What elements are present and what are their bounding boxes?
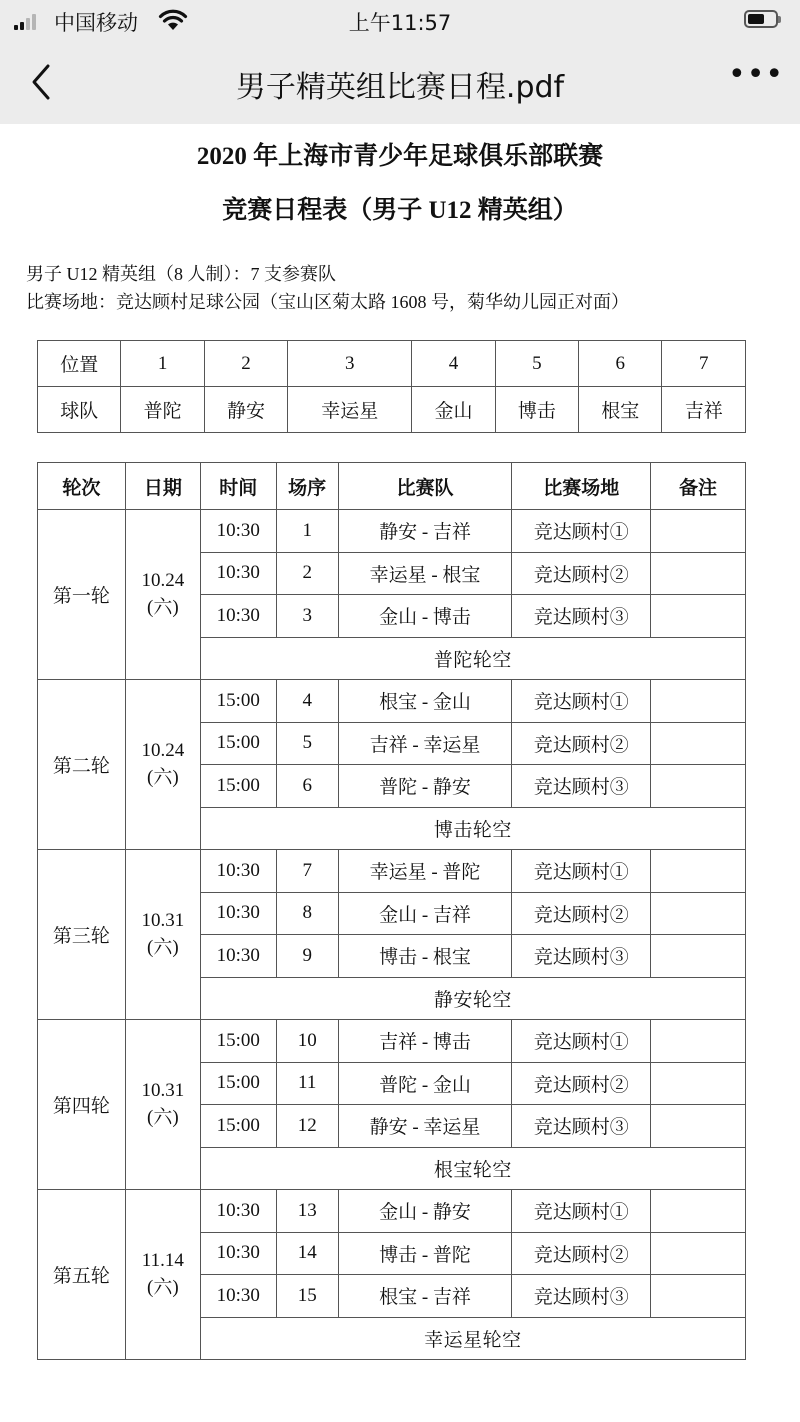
venue-cell: 竞达顾村② <box>512 892 651 935</box>
match-no-cell: 1 <box>276 510 338 553</box>
time-cell: 15:00 <box>200 722 276 765</box>
venue-cell: 竞达顾村① <box>512 1190 651 1233</box>
date-value: 10.24 <box>141 570 185 591</box>
venue-cell: 竞达顾村② <box>512 1062 651 1105</box>
venue-cell: 竞达顾村② <box>512 1232 651 1275</box>
header-time: 时间 <box>200 463 276 510</box>
carrier-name: 中国移动 <box>54 11 138 35</box>
weekday-value: (六) <box>147 1107 179 1128</box>
team-cell: 普陀 <box>121 387 204 433</box>
schedule-table <box>37 462 746 1360</box>
time-cell: 10:30 <box>200 892 276 935</box>
doc-subheading: 竞赛日程表（男子 U12 精英组） <box>222 197 578 224</box>
date-value: 10.24 <box>141 740 185 761</box>
team-cell: 根宝 <box>579 387 662 433</box>
bye-cell: 根宝轮空 <box>200 1147 745 1190</box>
header-note: 备注 <box>651 463 746 510</box>
nav-bar <box>0 48 800 118</box>
teams-cell: 金山 - 吉祥 <box>338 892 512 935</box>
match-no-cell: 10 <box>276 1020 338 1063</box>
date-value: 10.31 <box>141 1080 185 1101</box>
match-no-cell: 14 <box>276 1232 338 1275</box>
row-label: 球队 <box>38 387 121 433</box>
bye-cell: 幸运星轮空 <box>200 1317 745 1360</box>
match-no-cell: 11 <box>276 1062 338 1105</box>
weekday-value: (六) <box>147 767 179 788</box>
position-row <box>38 341 746 387</box>
note-cell <box>651 510 746 553</box>
date-value: 11.14 <box>141 1250 184 1271</box>
status-time: 上午11:57 <box>348 11 452 35</box>
note-cell <box>651 850 746 893</box>
teams-cell: 幸运星 - 普陀 <box>338 850 512 893</box>
match-no-cell: 15 <box>276 1275 338 1318</box>
venue-cell: 竞达顾村① <box>512 850 651 893</box>
division-info: 男子 U12 精英组（8 人制）：7 支参赛队 <box>26 264 336 284</box>
weekday-value: (六) <box>147 937 179 958</box>
team-cell: 静安 <box>204 387 287 433</box>
time-cell: 15:00 <box>200 680 276 723</box>
note-cell <box>651 1232 746 1275</box>
bye-cell: 普陀轮空 <box>200 637 745 680</box>
teams-cell: 根宝 - 吉祥 <box>338 1275 512 1318</box>
venue-cell: 竞达顾村③ <box>512 935 651 978</box>
match-no-cell: 5 <box>276 722 338 765</box>
venue-info: 比赛场地：竞达顾村足球公园（宝山区菊太路 1608 号，菊华幼儿园正对面） <box>26 292 629 312</box>
teams-cell: 普陀 - 静安 <box>338 765 512 808</box>
note-cell <box>651 595 746 638</box>
position-cell: 2 <box>204 341 287 387</box>
document-title: 男子精英组比赛日程.pdf <box>235 70 565 105</box>
match-row <box>38 1190 746 1233</box>
time-cell: 10:30 <box>200 850 276 893</box>
teams-cell: 普陀 - 金山 <box>338 1062 512 1105</box>
bye-cell: 博击轮空 <box>200 807 745 850</box>
team-cell: 幸运星 <box>288 387 412 433</box>
venue-cell: 竞达顾村③ <box>512 1105 651 1148</box>
date-cell <box>125 850 200 1020</box>
note-cell <box>651 765 746 808</box>
time-cell: 10:30 <box>200 935 276 978</box>
top-bar <box>0 0 800 124</box>
date-cell <box>125 510 200 680</box>
note-cell <box>651 680 746 723</box>
match-no-cell: 9 <box>276 935 338 978</box>
note-cell <box>651 1275 746 1318</box>
status-bar <box>0 0 800 42</box>
time-cell: 10:30 <box>200 1275 276 1318</box>
teams-table <box>37 340 746 433</box>
position-cell: 6 <box>579 341 662 387</box>
note-cell <box>651 722 746 765</box>
round-cell: 第三轮 <box>38 850 126 1020</box>
time-cell: 10:30 <box>200 552 276 595</box>
battery-icon <box>744 10 778 28</box>
teams-cell: 金山 - 博击 <box>338 595 512 638</box>
schedule-header-row <box>38 463 746 510</box>
more-options-button[interactable]: ••• <box>728 57 785 92</box>
match-no-cell: 8 <box>276 892 338 935</box>
round-cell: 第五轮 <box>38 1190 126 1360</box>
position-cell: 4 <box>412 341 495 387</box>
date-cell <box>125 1190 200 1360</box>
pdf-page <box>0 124 800 1422</box>
position-cell: 7 <box>662 341 746 387</box>
match-no-cell: 2 <box>276 552 338 595</box>
doc-heading: 2020 年上海市青少年足球俱乐部联赛 <box>196 143 604 170</box>
time-cell: 15:00 <box>200 1105 276 1148</box>
venue-cell: 竞达顾村③ <box>512 1275 651 1318</box>
venue-cell: 竞达顾村① <box>512 680 651 723</box>
position-cell: 3 <box>288 341 412 387</box>
round-cell: 第一轮 <box>38 510 126 680</box>
match-no-cell: 4 <box>276 680 338 723</box>
position-cell: 5 <box>495 341 578 387</box>
teams-cell: 博击 - 普陀 <box>338 1232 512 1275</box>
header-round: 轮次 <box>38 463 126 510</box>
header-date: 日期 <box>125 463 200 510</box>
time-cell: 10:30 <box>200 510 276 553</box>
header-venue: 比赛场地 <box>512 463 651 510</box>
venue-cell: 竞达顾村① <box>512 1020 651 1063</box>
time-cell: 15:00 <box>200 1062 276 1105</box>
note-cell <box>651 935 746 978</box>
match-row <box>38 1020 746 1063</box>
teams-cell: 博击 - 根宝 <box>338 935 512 978</box>
match-no-cell: 3 <box>276 595 338 638</box>
match-no-cell: 13 <box>276 1190 338 1233</box>
teams-cell: 静安 - 幸运星 <box>338 1105 512 1148</box>
teams-cell: 吉祥 - 幸运星 <box>338 722 512 765</box>
match-no-cell: 12 <box>276 1105 338 1148</box>
team-cell: 博击 <box>495 387 578 433</box>
header-teams: 比赛队 <box>338 463 512 510</box>
teams-cell: 根宝 - 金山 <box>338 680 512 723</box>
note-cell <box>651 1062 746 1105</box>
weekday-value: (六) <box>147 597 179 618</box>
match-row <box>38 680 746 723</box>
match-no-cell: 6 <box>276 765 338 808</box>
venue-cell: 竞达顾村① <box>512 510 651 553</box>
date-value: 10.31 <box>141 910 185 931</box>
note-cell <box>651 552 746 595</box>
time-cell: 10:30 <box>200 1232 276 1275</box>
note-cell <box>651 1190 746 1233</box>
time-cell: 15:00 <box>200 765 276 808</box>
note-cell <box>651 892 746 935</box>
note-cell <box>651 1105 746 1148</box>
venue-cell: 竞达顾村② <box>512 722 651 765</box>
bye-cell: 静安轮空 <box>200 977 745 1020</box>
teams-cell: 幸运星 - 根宝 <box>338 552 512 595</box>
venue-cell: 竞达顾村② <box>512 552 651 595</box>
teams-cell: 静安 - 吉祥 <box>338 510 512 553</box>
venue-cell: 竞达顾村③ <box>512 595 651 638</box>
teams-cell: 金山 - 静安 <box>338 1190 512 1233</box>
time-cell: 10:30 <box>200 1190 276 1233</box>
match-no-cell: 7 <box>276 850 338 893</box>
time-cell: 10:30 <box>200 595 276 638</box>
teams-cell: 吉祥 - 博击 <box>338 1020 512 1063</box>
team-row <box>38 387 746 433</box>
date-cell <box>125 680 200 850</box>
round-cell: 第四轮 <box>38 1020 126 1190</box>
match-row <box>38 850 746 893</box>
note-cell <box>651 1020 746 1063</box>
round-cell: 第二轮 <box>38 680 126 850</box>
weekday-value: (六) <box>147 1277 179 1298</box>
venue-cell: 竞达顾村③ <box>512 765 651 808</box>
date-cell <box>125 1020 200 1190</box>
team-cell: 金山 <box>412 387 495 433</box>
time-cell: 15:00 <box>200 1020 276 1063</box>
position-cell: 1 <box>121 341 204 387</box>
row-label: 位置 <box>38 341 121 387</box>
match-row <box>38 510 746 553</box>
header-match-no: 场序 <box>276 463 338 510</box>
team-cell: 吉祥 <box>662 387 746 433</box>
